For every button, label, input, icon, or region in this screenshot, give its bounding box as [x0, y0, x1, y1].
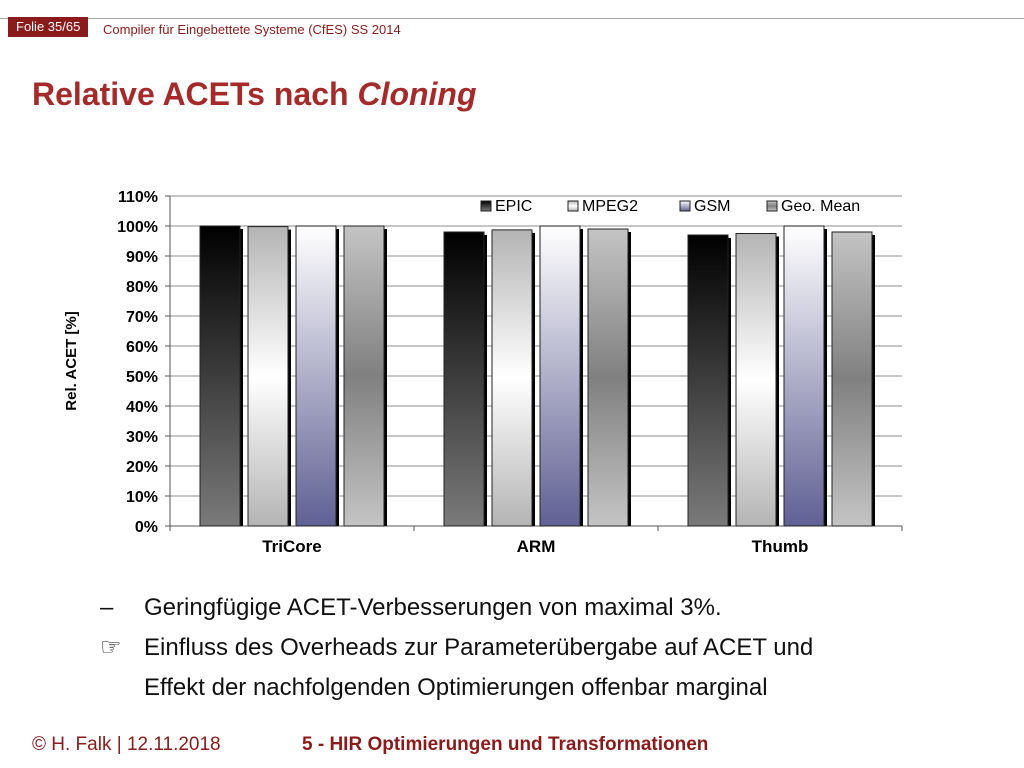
bullet-text: Effekt der nachfolgenden Optimierungen offenbar marginal [144, 674, 768, 701]
legend-swatch [680, 201, 690, 211]
y-axis-label: Rel. ACET [%] [63, 311, 80, 411]
bullet-text: Einfluss des Overheads zur Parameterübergabe auf ACET und [144, 634, 814, 661]
slide-title-emphasis: Cloning [357, 76, 477, 112]
y-tick-label: 10% [125, 489, 158, 506]
legend-swatch [481, 201, 491, 211]
bullet-list [100, 588, 1000, 708]
bar-chart [40, 170, 920, 570]
bar [344, 226, 384, 526]
slide-number-badge: Folie 35/65 [8, 17, 88, 37]
bar [200, 226, 240, 526]
y-tick-label: 80% [125, 279, 158, 296]
y-tick-label: 50% [125, 369, 158, 386]
y-tick-label: 30% [125, 429, 158, 446]
y-tick-label: 70% [125, 309, 158, 326]
bullet-text: Geringfügige ACET-Verbesserungen von maximal 3%. [144, 594, 722, 621]
y-tick-label: 90% [125, 249, 158, 266]
bar [588, 229, 628, 526]
legend-label: Geo. Mean [781, 198, 861, 215]
footer-author: © H. Falk | 12.11.2018 [32, 734, 221, 755]
legend-swatch [568, 201, 578, 211]
y-tick-label: 60% [125, 339, 158, 356]
bullet-item [100, 628, 1000, 668]
bullet-item [100, 588, 1000, 628]
x-tick-label: Thumb [751, 537, 809, 556]
bar [248, 227, 288, 526]
header-line [0, 18, 1024, 19]
slide-title-main: Relative ACETs nach [32, 76, 358, 112]
legend-label: GSM [694, 198, 731, 215]
bar [296, 226, 336, 526]
y-tick-label: 100% [117, 219, 158, 236]
bullet-item [100, 668, 1000, 708]
y-tick-label: 110% [117, 189, 158, 206]
legend-label: EPIC [495, 198, 533, 215]
bar [688, 235, 728, 526]
y-tick-label: 20% [125, 459, 158, 476]
bar [540, 226, 580, 526]
bar [832, 232, 872, 526]
x-tick-label: ARM [516, 537, 556, 556]
course-title: Compiler für Eingebettete Systeme (CfES) SS 2014 [103, 22, 401, 37]
footer-chapter: 5 - HIR Optimierungen und Transformationen [302, 734, 709, 755]
pointing-hand-icon: ☞ [100, 634, 122, 661]
legend-label: MPEG2 [582, 198, 639, 215]
y-tick-label: 0% [134, 519, 158, 536]
legend-swatch [767, 201, 777, 211]
slide-title [32, 76, 477, 113]
bar [492, 230, 532, 526]
bar [444, 232, 484, 526]
bar [784, 226, 824, 526]
bullet-dash-marker: – [100, 594, 114, 621]
y-tick-label: 40% [125, 399, 158, 416]
x-tick-label: TriCore [262, 537, 322, 556]
bar [736, 234, 776, 527]
